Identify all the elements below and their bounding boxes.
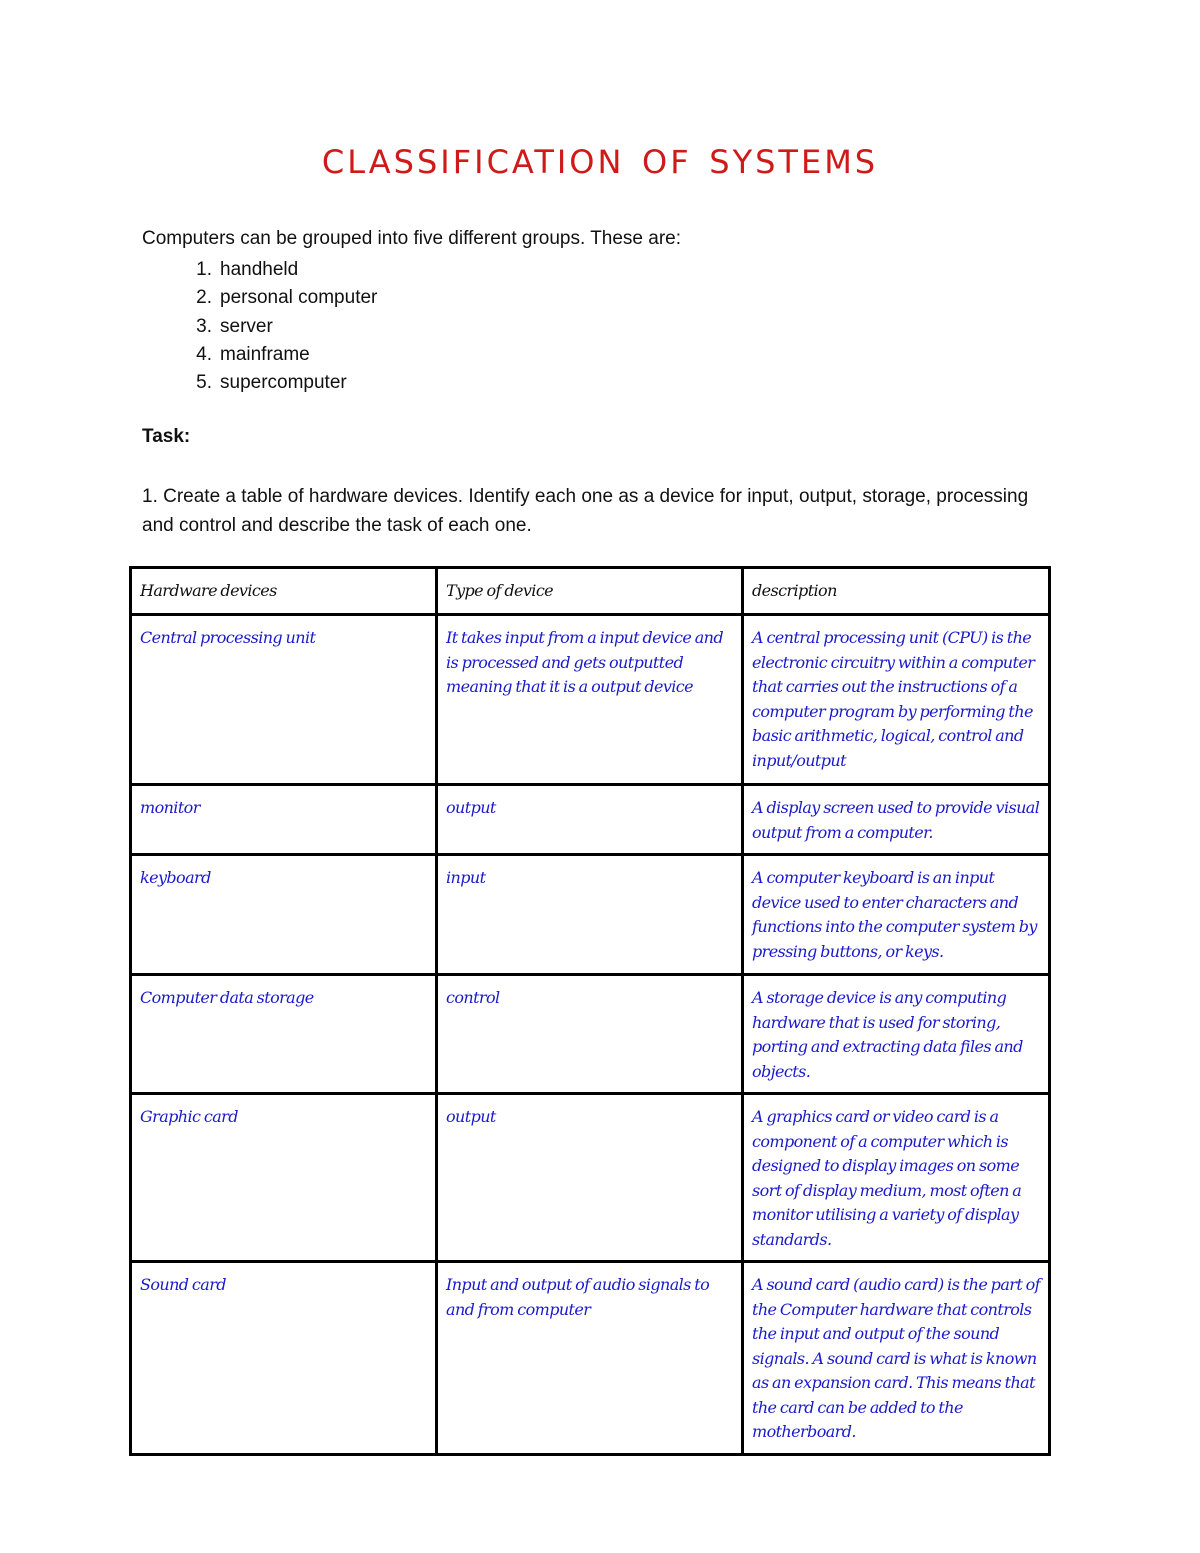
intro-text: Computers can be grouped into five different groups. These are: xyxy=(142,228,682,249)
list-item xyxy=(142,341,377,369)
table-header-row xyxy=(131,568,1050,615)
device-description-cell: A central processing unit (CPU) is the electronic circuitry within a computer that carries out the instructions of a computer program by performing the basic arithmetic, logical, control and input/output xyxy=(743,615,1050,785)
list-item-label: mainframe xyxy=(220,343,310,365)
table-row xyxy=(131,1094,1050,1262)
list-item xyxy=(142,369,377,397)
header-description: description xyxy=(743,568,1050,615)
device-name-cell: monitor xyxy=(131,785,437,855)
device-description-cell: A display screen used to provide visual output from a computer. xyxy=(743,785,1050,855)
device-description-cell: A storage device is any computing hardware that is used for storing, porting and extracting data files and objects. xyxy=(743,975,1050,1094)
device-type-cell: Input and output of audio signals to and from computer xyxy=(437,1262,743,1455)
device-description-cell: A sound card (audio card) is the part of the Computer hardware that controls the input and output of the sound signals. A sound card is what is known as an expansion card. This means that the card can be added to the motherboard. xyxy=(743,1262,1050,1455)
device-name-cell: keyboard xyxy=(131,855,437,975)
list-item-label: personal computer xyxy=(220,287,378,309)
device-type-cell: output xyxy=(437,1094,743,1262)
task-heading: Task: xyxy=(142,426,191,447)
device-description-cell: A computer keyboard is an input device used to enter characters and functions into the computer system by pressing buttons, or keys. xyxy=(743,855,1050,975)
list-item-label: handheld xyxy=(220,259,299,280)
device-name-cell: Central processing unit xyxy=(131,615,437,785)
device-type-cell: It takes input from a input device and is processed and gets outputted meaning that it is a output device xyxy=(437,615,743,785)
header-type-of-device: Type of device xyxy=(437,568,743,615)
device-type-cell: input xyxy=(437,855,743,975)
device-type-cell: control xyxy=(437,975,743,1094)
list-item-label: server xyxy=(220,315,273,337)
table-row xyxy=(131,855,1050,975)
page-title: classification of systems xyxy=(321,130,879,184)
hardware-devices-table xyxy=(129,566,1051,1456)
list-number: 4 . xyxy=(142,341,212,369)
task-text: 1. Create a table of hardware devices. Identify each one as a device for input, output, storage, processing and control and describe the task of each one. xyxy=(142,486,1029,536)
list-number: 3 . xyxy=(142,313,212,341)
list-item xyxy=(142,313,377,341)
list-number: 1 . xyxy=(142,256,212,284)
device-name-cell: Computer data storage xyxy=(131,975,437,1094)
device-description-cell: A graphics card or video card is a component of a computer which is designed to display images on some sort of display medium, most often a monitor utilising a variety of display standards. xyxy=(743,1094,1050,1262)
list-number: 2 . xyxy=(142,284,212,312)
device-type-cell: output xyxy=(437,785,743,855)
device-name-cell: Graphic card xyxy=(131,1094,437,1262)
table-row xyxy=(131,1262,1050,1455)
list-item-label: supercomputer xyxy=(220,372,347,394)
table-row xyxy=(131,615,1050,785)
list-item xyxy=(142,284,377,312)
list-item xyxy=(142,256,377,284)
table-row xyxy=(131,975,1050,1094)
table-row xyxy=(131,785,1050,855)
list-number: 5 . xyxy=(142,369,212,397)
device-name-cell: Sound card xyxy=(131,1262,437,1455)
header-hardware-devices: Hardware devices xyxy=(131,568,437,615)
computer-groups-list xyxy=(142,256,377,397)
